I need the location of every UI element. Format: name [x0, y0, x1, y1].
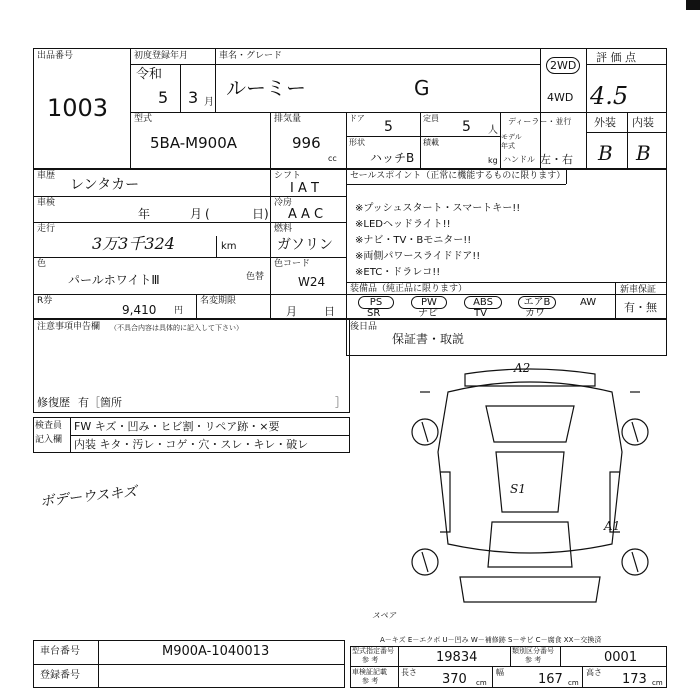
vin-label: 車台番号: [40, 646, 80, 657]
length: 370: [442, 672, 467, 687]
first-reg-label: 初度登録年月: [134, 51, 189, 61]
reg-year: 5: [158, 88, 169, 107]
height-label: 高さ: [586, 668, 602, 677]
equip-sr: SR: [367, 308, 381, 319]
insp-paren: (: [205, 207, 210, 221]
new-car-label: 新車保証: [620, 285, 657, 295]
sales-item-3: ※ナビ・TV・Bモニター!!: [355, 235, 472, 246]
score-value: 4.5: [590, 82, 629, 110]
reg-month: 3: [188, 88, 199, 107]
shift-label: シフト: [274, 171, 302, 181]
insp-expiry-label: 名変期限: [200, 296, 237, 306]
dealer-label: ディーラー・並行: [508, 117, 572, 126]
history-label: 車歴: [37, 171, 56, 181]
load-label: 積載: [423, 138, 439, 147]
color-code: W24: [298, 275, 326, 289]
shift: I A T: [290, 181, 319, 196]
size-label: 車検証記載: [352, 668, 387, 676]
insp-day: 日): [252, 207, 269, 221]
repair-value: 有［箇所: [78, 396, 122, 409]
fuel-label: 燃料: [274, 224, 293, 234]
disp-label: 排気量: [274, 114, 302, 124]
fuel: ガソリン: [277, 237, 333, 253]
height: 173: [622, 672, 647, 687]
model-year-label-2: 年式: [501, 142, 515, 150]
repaint-label: 色替: [246, 272, 265, 282]
load-unit: kg: [488, 156, 498, 165]
diagram-legend: A－キズ E－エクボ U－凹み W－補修跡 S－サビ C－腐食 XX－交換済: [380, 636, 602, 644]
insp-month: 月: [190, 207, 203, 221]
equip-pw: PW: [411, 296, 447, 309]
width-unit: cm: [568, 679, 579, 687]
mileage: 3万3千324: [92, 234, 175, 253]
equip-abs: ABS: [464, 296, 502, 309]
mileage-label: 走行: [37, 224, 56, 234]
door-label: ドア: [349, 114, 365, 123]
reg-month-unit: 月: [204, 97, 214, 108]
expiry-month: 月: [286, 305, 297, 318]
displacement: 996: [292, 134, 321, 152]
model-name: ルーミー: [226, 76, 306, 100]
sales-item-4: ※両側パワースライドドア!!: [355, 251, 481, 262]
caution-label: 注意事項申告欄: [37, 322, 101, 332]
name-label: 車名・グレード: [219, 51, 283, 61]
mark-a2: A2: [514, 361, 531, 375]
equip-leather: カワ: [525, 308, 545, 319]
recycle-label: R券: [37, 296, 53, 306]
ext-label: 外装: [594, 116, 616, 129]
color-code-label: 色コード: [274, 259, 311, 269]
type-no-label: 型式指定番号: [352, 647, 394, 655]
lot-label: 出品番号: [37, 51, 74, 61]
vin: M900A-1040013: [162, 644, 270, 659]
inspector-label-1: 検査員: [35, 421, 63, 431]
handle-label: ハンドル: [503, 155, 535, 164]
capacity: 5: [462, 119, 471, 135]
length-label: 長さ: [401, 668, 417, 677]
disp-unit: cc: [328, 154, 337, 163]
grade: G: [414, 76, 430, 100]
history: レンタカー: [70, 177, 140, 193]
capacity-label: 定員: [423, 114, 439, 123]
sales-item-2: ※LEDヘッドライト!!: [355, 219, 451, 230]
int-grade: B: [636, 141, 651, 165]
capacity-unit: 人: [488, 125, 498, 136]
after-value: 保証書・取説: [392, 332, 465, 346]
mark-s1: S1: [510, 482, 526, 496]
inspector-row-2: 内装 キタ・汚レ・コゲ・穴・スレ・キレ・破レ: [74, 438, 309, 451]
class-ref: 参 考: [525, 656, 542, 664]
mark-a1: A1: [604, 519, 621, 533]
type-code: 5BA-M900A: [150, 134, 238, 152]
mileage-unit: km: [221, 241, 237, 252]
shape-label: 形状: [349, 138, 365, 147]
length-unit: cm: [476, 679, 487, 687]
corner-mark: [686, 0, 700, 10]
equipment-label: 装備品（純正品に限ります）: [350, 284, 468, 294]
color: パールホワイトⅢ: [68, 273, 160, 287]
drive-4wd: 4WD: [547, 91, 574, 104]
inspector-label-2: 記入欄: [35, 435, 63, 445]
width-label: 幅: [496, 668, 504, 677]
reg-label: 登録番号: [40, 670, 80, 681]
mark-spare: スペア: [372, 611, 396, 620]
equip-aw: AW: [580, 297, 597, 308]
class-no: 0001: [604, 650, 638, 665]
sales-item-1: ※プッシュスタート・スマートキー!!: [355, 203, 521, 214]
sales-label: セールスポイント（正常に機能するものに限ります）: [350, 171, 566, 181]
class-label: 類別区分番号: [512, 647, 554, 655]
new-car-value: 有・無: [624, 301, 657, 314]
inspection-label: 車検: [37, 198, 56, 208]
handle-value: 左・右: [540, 153, 573, 166]
equip-airbag: エアB: [518, 296, 556, 309]
drive-2wd: 2WD: [546, 57, 580, 74]
repair-label: 修復歴: [37, 396, 70, 409]
size-ref: 参 考: [362, 677, 379, 685]
height-unit: cm: [652, 679, 663, 687]
width: 167: [538, 672, 563, 687]
shape: ハッチB: [370, 151, 415, 165]
equip-navi: ナビ: [418, 308, 438, 319]
type-label: 型式: [134, 114, 153, 124]
type-no: 19834: [436, 650, 478, 665]
type-no-ref: 参 考: [362, 656, 379, 664]
int-label: 内装: [632, 116, 654, 129]
repair-close: ］: [335, 396, 346, 409]
recycle-unit: 円: [174, 306, 184, 316]
ext-grade: B: [598, 141, 613, 165]
car-diagram: [400, 362, 660, 622]
insp-year: 年: [138, 207, 151, 221]
after-label: 後日品: [350, 322, 378, 332]
era: 令和: [136, 67, 163, 82]
color-label: 色: [37, 259, 47, 269]
caution-sub: （不具合内容は具体的に記入して下さい）: [110, 324, 243, 332]
model-year-label-1: モデル: [501, 133, 522, 141]
sales-item-5: ※ETC・ドラレコ!!: [355, 267, 441, 278]
equip-tv: TV: [474, 308, 487, 319]
doors: 5: [384, 119, 393, 135]
recycle-fee: 9,410: [122, 303, 157, 317]
equip-ps: PS: [358, 296, 394, 309]
score-label: 評 価 点: [596, 51, 636, 64]
lot-number: 1003: [47, 94, 109, 122]
ac: A A C: [288, 207, 324, 222]
expiry-day: 日: [324, 305, 335, 318]
inspector-remark: ボデーウスキズ: [39, 483, 138, 511]
ac-label: 冷房: [274, 198, 293, 208]
inspector-row-1: FW キズ・凹み・ヒビ割・リペア跡・×要: [74, 420, 280, 433]
